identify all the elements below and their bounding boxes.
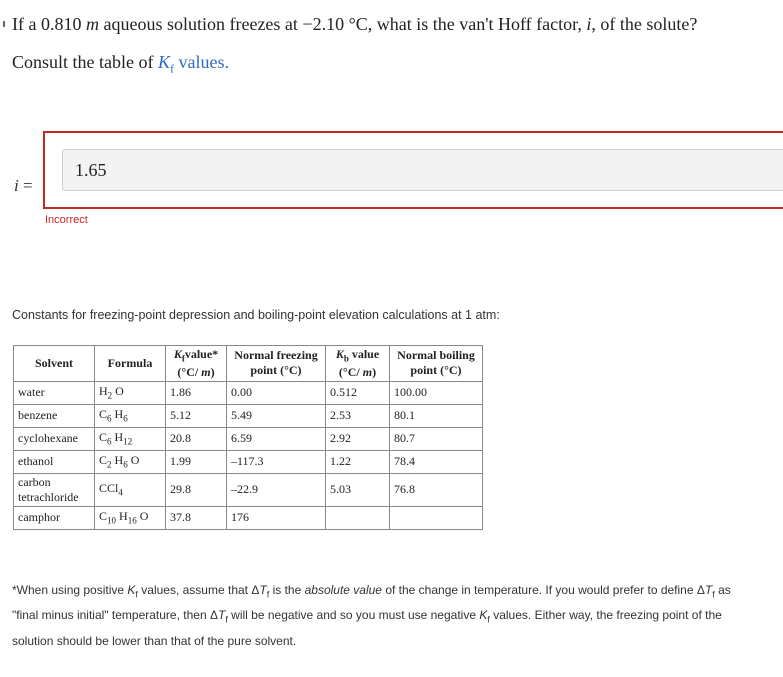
formula-subscript: 6 <box>107 413 112 424</box>
table-row <box>14 381 483 404</box>
cell-formula <box>95 381 166 404</box>
formula-element: H <box>99 384 108 399</box>
formula-element: O <box>115 384 124 399</box>
formula-subscript: 4 <box>118 487 123 498</box>
formula-element: H <box>114 407 124 422</box>
cell-boiling-point: 80.1 <box>390 404 483 427</box>
formula-element: O <box>130 453 140 468</box>
cell-solvent: benzene <box>14 404 95 427</box>
cell-boiling-point <box>390 506 483 529</box>
cell-freezing-point: –22.9 <box>227 473 326 506</box>
cell-kf: 1.99 <box>166 450 227 473</box>
table-title: Constants for freezing-point depression and boiling-point elevation calculations at 1 atm: <box>12 308 500 322</box>
cell-solvent: camphor <box>14 506 95 529</box>
cell-boiling-point: 78.4 <box>390 450 483 473</box>
table-row <box>14 404 483 427</box>
cell-kf: 5.12 <box>166 404 227 427</box>
formula-subscript: 2 <box>107 390 113 401</box>
table-row <box>14 450 483 473</box>
cell-freezing-point: –117.3 <box>227 450 326 473</box>
cell-kb <box>326 506 390 529</box>
feedback-incorrect: Incorrect <box>45 214 88 226</box>
cell-kb: 1.22 <box>326 450 390 473</box>
cell-formula <box>95 473 166 506</box>
formula-subscript: 10 <box>107 515 117 526</box>
cell-kf: 37.8 <box>166 506 227 529</box>
formula-subscript: 6 <box>107 436 112 447</box>
formula-element: C <box>99 453 108 468</box>
cell-kb: 2.92 <box>326 427 390 450</box>
formula-subscript: 16 <box>127 515 137 526</box>
cell-formula <box>95 450 166 473</box>
formula-subscript: 6 <box>123 459 128 470</box>
cell-freezing-point: 0.00 <box>227 381 326 404</box>
cell-kb: 2.53 <box>326 404 390 427</box>
answer-label: i = <box>14 176 33 195</box>
cell-formula <box>95 404 166 427</box>
cell-solvent: ethanol <box>14 450 95 473</box>
cell-boiling-point: 100.00 <box>390 381 483 404</box>
formula-subscript: 2 <box>107 459 112 470</box>
footnote: *When using positive $K_f$ values, assume that $\Delta T_f$ is the absolute value of the change in temperature. If you would prefer to define $\Delta T_f$ as "final minus initial" temperature, then $\Delta T_f$ will be negative and so you must use negative $K_f$ values. Either way, the freezing point of the solution should be lower than that of the pure solvent. <box>12 583 731 648</box>
consult-text: Consult the table of $K_f$ values. <box>12 52 229 76</box>
cell-kf: 20.8 <box>166 427 227 450</box>
header-formula: Formula <box>95 346 166 382</box>
header-solvent: Solvent <box>14 346 95 382</box>
question-text: If a 0.810 m aqueous solution freezes at −2.10 °C, what is the van't Hoff factor, i, of the solute? <box>12 14 698 34</box>
formula-element: C <box>99 407 108 422</box>
cell-kf: 29.8 <box>166 473 227 506</box>
cell-kb: 5.03 <box>326 473 390 506</box>
formula-element: H <box>114 430 124 445</box>
formula-element: O <box>139 509 149 524</box>
header-freezing-point: Normal freezing point (°C) <box>227 346 326 382</box>
cell-formula <box>95 427 166 450</box>
cell-kb: 0.512 <box>326 381 390 404</box>
list-bullet <box>3 21 5 27</box>
kf-values-link[interactable]: $K_f$ values. <box>157 52 229 76</box>
formula-element: C <box>99 430 108 445</box>
cell-boiling-point: 76.8 <box>390 473 483 506</box>
constants-table <box>13 345 483 530</box>
formula-subscript: 6 <box>123 413 128 424</box>
header-boiling-point: Normal boiling point (°C) <box>390 346 483 382</box>
answer-input[interactable]: 1.65 <box>62 149 783 191</box>
cell-boiling-point: 80.7 <box>390 427 483 450</box>
cell-solvent: carbon tetrachloride <box>14 473 95 506</box>
formula-element: H <box>114 453 124 468</box>
formula-subscript: 12 <box>123 436 133 447</box>
table-header-row <box>14 346 483 382</box>
table-row <box>14 473 483 506</box>
cell-formula <box>95 506 166 529</box>
header-kf: $K_fvalue*$ (°C/ m) <box>166 346 227 382</box>
cell-freezing-point: 5.49 <box>227 404 326 427</box>
cell-solvent: water <box>14 381 95 404</box>
formula-element: C <box>99 509 108 524</box>
cell-kf: 1.86 <box>166 381 227 404</box>
table-row <box>14 427 483 450</box>
table-row <box>14 506 483 529</box>
header-kb: $K_b$ value (°C/ m) <box>326 346 390 382</box>
cell-freezing-point: 176 <box>227 506 326 529</box>
cell-solvent: cyclohexane <box>14 427 95 450</box>
formula-element: CCl <box>99 481 119 496</box>
formula-element: H <box>119 509 128 524</box>
cell-freezing-point: 6.59 <box>227 427 326 450</box>
